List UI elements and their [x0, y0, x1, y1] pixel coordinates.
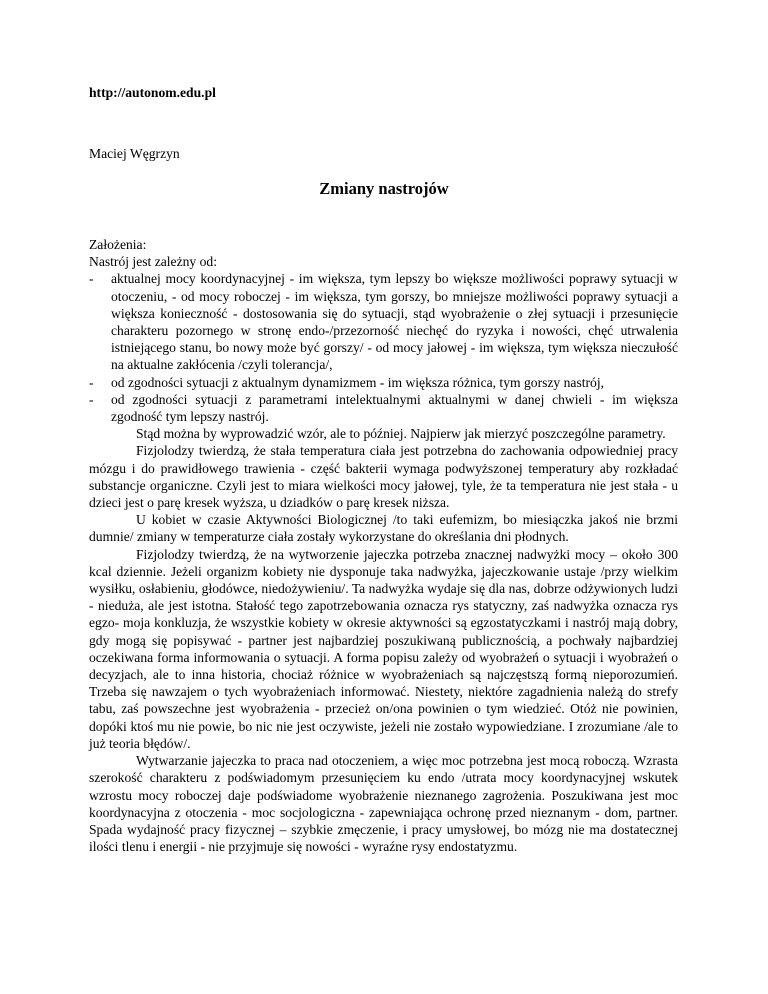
list-dash: - — [89, 374, 94, 390]
paragraph: Wytwarzanie jajeczka to praca nad otoczeniem, a więc moc potrzebna jest mocą roboczą. Wzrasta szerokość charakteru z podświadomym przesunięciem ku endo /utrata mocy koordynacyjnej wskutek wzrostu mocy roboczej daje podświadome wyobrażenie nieznanego zagrożenia. Poszukiwana jest moc koordynacyjna z otoczenia - moc socjologiczna - zapewniająca ochronę przed nieznanym - dom, partner. Spada wydajność pracy fizycznej – szybkie zmęczenie, i pracy umysłowej, bo mózg nie ma dostatecznej ilości tlenu i energii - nie przyjmuje się nowości - wyraźne rysy endostatyzmu. — [89, 753, 678, 855]
dependency-intro: Nastrój jest zależny od: — [89, 254, 217, 270]
author-name: Maciej Węgrzyn — [89, 146, 180, 161]
list-item-text: aktualnej mocy koordynacyjnej - im większa, tym lepszy bo większe możliwości poprawy sytuacji w otoczeniu, - od mocy roboczej - im większa, tym gorszy, bo mniejsze możliwości poprawy sytuacji a większa konieczność - dostosowania się do sytuacji, stąd wyobrażenie o złej sytuacji i przesunięcie charakteru pozornego w stronę endo-/przezorność niechęć do ryzyka i nowości, chęć utrwalenia istniejącego stanu, bo nowy może być gorszy/ - od mocy jałowej - im większa, tym większa nieczułość na aktualne zakłócenia /czyli tolerancja/, — [111, 271, 678, 373]
paragraph: Stąd można by wyprowadzić wzór, ale to później. Najpierw jak mierzyć poszczególne parametry. — [136, 426, 666, 442]
list-dash: - — [89, 271, 94, 287]
list-item — [89, 374, 678, 391]
list-item — [89, 270, 678, 373]
list-item-text: od zgodności sytuacji z parametrami intelektualnymi aktualnymi w danej chwieli - im większa zgodność tym lepszy nastrój. — [111, 391, 678, 425]
document-title: Zmiany nastrojów — [319, 179, 449, 198]
list-item-text: od zgodności sytuacji z aktualnym dynamizmem - im większa różnica, tym gorszy nastrój, — [111, 374, 605, 390]
paragraph: U kobiet w czasie Aktywności Biologicznej /to taki eufemizm, bo miesiączka jakoś nie brzmi dumnie/ zmiany w temperaturze ciała zostały wykorzystane do określania dni płodnych. — [89, 512, 678, 545]
paragraph: Fizjolodzy twierdzą, że stała temperatura ciała jest potrzebna do zachowania odpowiedniej pracy mózgu i do prawidłowego trawienia - część bakterii wymaga podwyższonej temperatury aby rozkładać substancje organiczne. Czyli jest to miara wielkości mocy jałowej, tyle, że ta temperatura nie jest stała - u dzieci jest o parę kresek wyższa, u dziadków o parę kresek niższa. — [89, 443, 678, 511]
document-body — [89, 236, 678, 855]
source-url[interactable]: http://autonom.edu.pl — [89, 85, 216, 100]
assumptions-label: Założenia: — [89, 237, 147, 252]
list-item — [89, 391, 678, 425]
paragraph: Fizjolodzy twierdzą, że na wytworzenie jajeczka potrzeba znacznej nadwyżki mocy – około 300 kcal dziennie. Jeżeli organizm kobiety nie dysponuje taka nadwyżka, jajeczkowanie ustaje /przy wielkim wysiłku, osłabieniu, głodówce, niedożywieniu/. Ta nadwyżka wydaje się dla nas, dobrze odżywionych ludzi - nieduża, ale jest istotna. Stałość tego zapotrzebowania oznacza rys statyczny, zaś nadwyżka oznacza rys egzo- moja konkluzja, że wszystkie kobiety w okresie aktywności są egzostatyczkami i nastrój mają dobry, gdy mogą się popisywać - partner jest najbardziej poszukiwaną publicznością, a pochwały najbardziej oczekiwana forma informowania o sytuacji. A forma popisu zależy od wyobrażeń o sytuacji i wyobrażeń o decyzjach, ale to inna historia, chociaż różnice w wyobrażeniach są najczęstszą formą nieporozumień. Trzeba się nawzajem o tych wyobrażeniach informować. Niestety, niektóre zagadnienia należą do strefy tabu, zaś powszechne jest wyobrażenia - przecież on/ona powinien o tym wiedzieć. Otóż nie powinien, dopóki ktoś mu nie powie, bo nic nie jest oczywiste, jeżeli nie zostało wypowiedziane. I zrozumiane /ale to już teoria błędów/. — [89, 546, 678, 751]
list-dash: - — [89, 391, 94, 407]
